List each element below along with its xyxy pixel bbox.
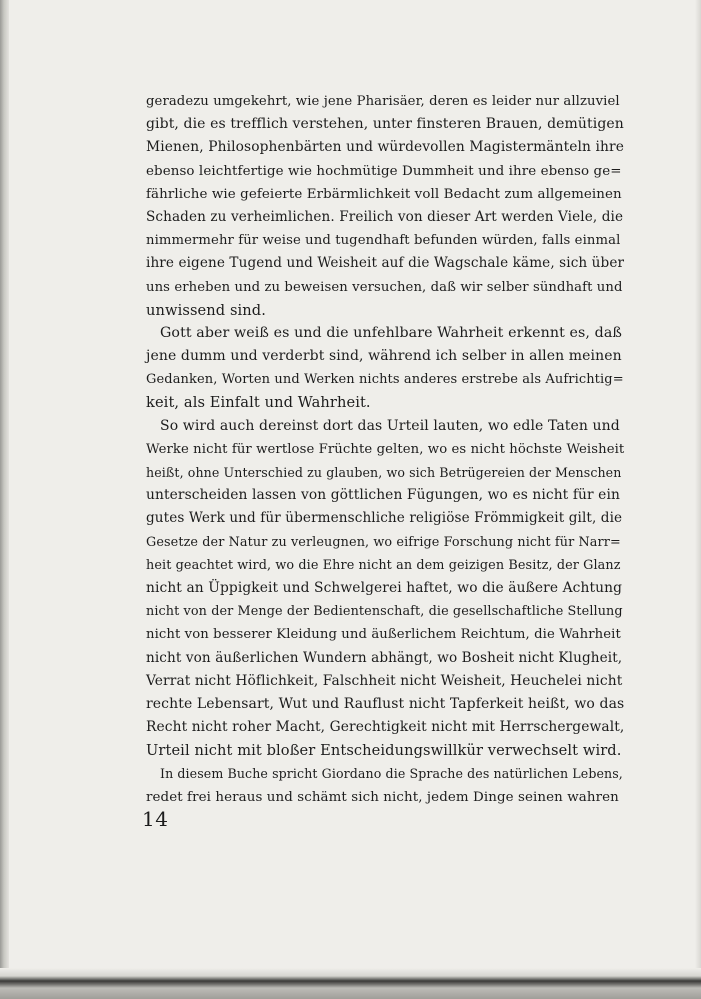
text-line: geradezu umgekehrt, wie jene Pharisäer, deren es leider nur allzuviel: [146, 94, 620, 109]
text-line: nimmermehr für weise und tugendhaft befunden würden, falls einmal: [146, 233, 621, 249]
text-line: nicht von besserer Kleidung und äußerlichem Reichtum, die Wahrheit: [146, 627, 621, 643]
text-line: Gedanken, Worten und Werken nichts anderes erstrebe als Aufrichtig=: [146, 372, 624, 388]
text-line: heit geachtet wird, wo die Ehre nicht an dem geizigen Besitz, der Glanz: [146, 557, 621, 573]
text-line: ihre eigene Tugend und Weisheit auf die Wagschale käme, sich über: [146, 255, 625, 272]
text-line: nicht von der Menge der Bedientenschaft, die gesellschaftliche Stellung: [146, 604, 623, 620]
text-line: rechte Lebensart, Wut und Rauflust nicht Tapferkeit heißt, wo das: [146, 695, 625, 712]
paragraph-first-line: In diesem Buche spricht Giordano die Sprache des natürlichen Lebens,: [160, 766, 623, 782]
text-line: unwissend sind.: [146, 301, 266, 319]
text-line: Verrat nicht Höflichkeit, Falschheit nicht Weisheit, Heuchelei nicht: [146, 672, 623, 689]
text-line: redet frei heraus und schämt sich nicht, jedem Dinge seinen wahren: [146, 789, 619, 805]
text-line: keit, als Einfalt und Wahrheit.: [146, 394, 371, 412]
text-line: fährliche wie gefeierte Erbärmlichkeit voll Bedacht zum allgemeinen: [146, 186, 622, 202]
text-line: Schaden zu verheimlichen. Freilich von dieser Art werden Viele, die: [146, 208, 624, 225]
text-line: nicht von äußerlichen Wundern abhängt, wo Bosheit nicht Klugheit,: [146, 649, 623, 666]
text-line: nicht an Üppigkeit und Schwelgerei haftet, wo die äußere Achtung: [146, 579, 623, 596]
text-line: Urteil nicht mit bloßer Entscheidungswillkür verwechselt wird.: [146, 742, 622, 760]
body-text: [146, 90, 625, 809]
paragraph-first-line: So wird auch dereinst dort das Urteil lauten, wo edle Taten und: [160, 417, 620, 434]
text-line: gibt, die es trefflich verstehen, unter finsteren Brauen, demütigen: [146, 116, 624, 133]
text-line: Mienen, Philosophenbärten und würdevollen Magistermänteln ihre: [146, 139, 624, 156]
text-line: heißt, ohne Unterschied zu glauben, wo sich Betrügereien der Menschen: [146, 465, 622, 480]
text-line: Recht nicht roher Macht, Gerechtigkeit nicht mit Herrschergewalt,: [146, 719, 625, 736]
page-binding-edge: [0, 0, 9, 999]
text-line: unterscheiden lassen von göttlichen Fügungen, wo es nicht für ein: [146, 487, 620, 504]
text-line: Gesetze der Natur zu verleugnen, wo eifrige Forschung nicht für Narr=: [146, 534, 621, 550]
page-right-edge: [695, 0, 701, 999]
text-line: Werke nicht für wertlose Früchte gelten, wo es nicht höchste Weisheit: [146, 441, 625, 457]
text-line: uns erheben und zu beweisen versuchen, daß wir selber sündhaft und: [146, 279, 623, 295]
scan-bottom-edge: [0, 968, 701, 999]
page-number: 14: [142, 807, 169, 831]
text-line: ebenso leichtfertige wie hochmütige Dummheit und ihre ebenso ge=: [146, 163, 622, 179]
paragraph-first-line: Gott aber weiß es und die unfehlbare Wahrheit erkennt es, daß: [160, 324, 622, 341]
text-line: jene dumm und verderbt sind, während ich selber in allen meinen: [146, 348, 622, 365]
text-line: gutes Werk und für übermenschliche religiöse Frömmigkeit gilt, die: [146, 510, 623, 527]
